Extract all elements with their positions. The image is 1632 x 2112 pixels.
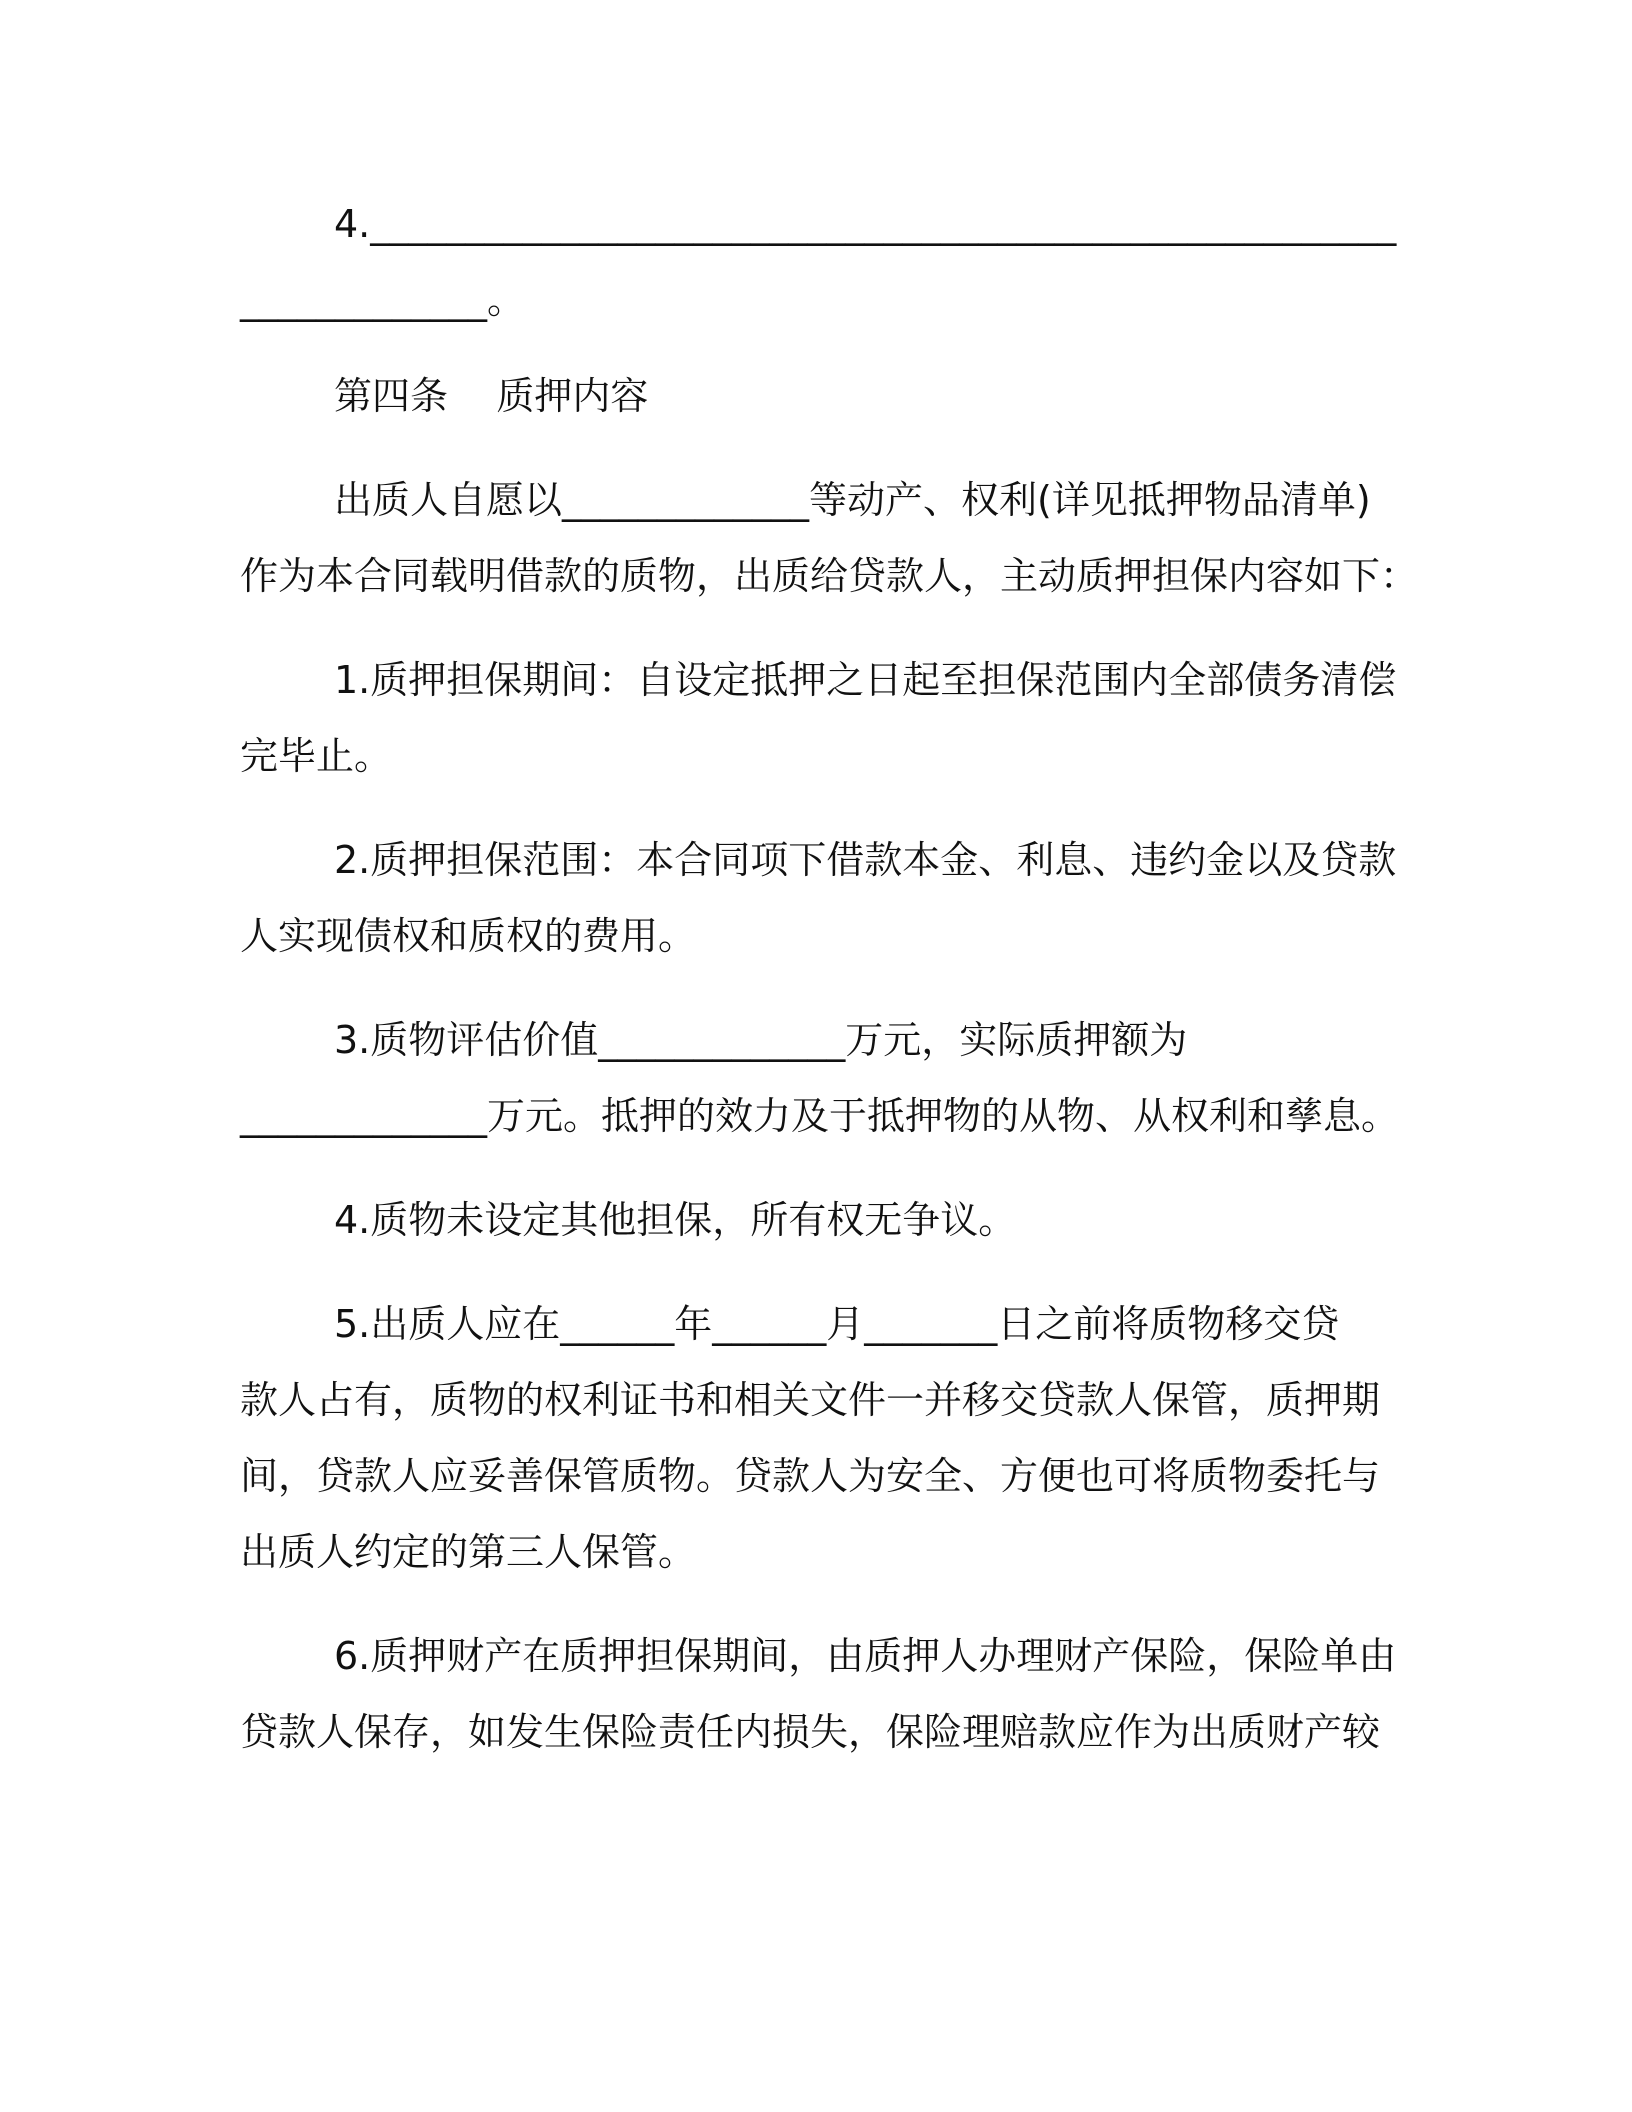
clause-4-line-1: 4.质物未设定其他担保，所有权无争议。 bbox=[334, 1198, 1017, 1242]
item-4-blank-line-1: 4.______________________________________________________ bbox=[334, 202, 1397, 246]
paragraph-pledge-intro-line-2: 作为本合同载明借款的质物，出质给贷款人，主动质押担保内容如下： bbox=[240, 554, 1419, 598]
clause-5-line-3: 间，贷款人应妥善保管质物。贷款人为安全、方便也可将质物委托与 bbox=[240, 1454, 1381, 1498]
clause-1-line-2: 完毕止。 bbox=[240, 734, 393, 778]
clause-2-line-2: 人实现债权和质权的费用。 bbox=[240, 914, 697, 958]
item-4-blank-line-2: _____________。 bbox=[240, 278, 526, 322]
clause-5-line-1: 5.出质人应在______年______月_______日之前将质物移交贷 bbox=[334, 1302, 1340, 1346]
clause-3-line-2: _____________万元。抵押的效力及于抵押物的从物、从权利和孳息。 bbox=[240, 1094, 1400, 1138]
clause-3-line-1: 3.质物评估价值_____________万元，实际质押额为 bbox=[334, 1018, 1188, 1062]
clause-5-line-4: 出质人约定的第三人保管。 bbox=[240, 1530, 697, 1574]
clause-6-line-2: 贷款人保存，如发生保险责任内损失，保险理赔款应作为出质财产较 bbox=[240, 1710, 1381, 1754]
clause-1-line-1: 1.质押担保期间：自设定抵押之日起至担保范围内全部债务清偿 bbox=[334, 658, 1397, 702]
section-heading-article-4: 第四条 质押内容 bbox=[334, 374, 649, 418]
clause-2-line-1: 2.质押担保范围：本合同项下借款本金、利息、违约金以及贷款 bbox=[334, 838, 1397, 882]
clause-5-line-2: 款人占有，质物的权利证书和相关文件一并移交贷款人保管，质押期 bbox=[240, 1378, 1381, 1422]
clause-6-line-1: 6.质押财产在质押担保期间，由质押人办理财产保险，保险单由 bbox=[334, 1634, 1397, 1678]
paragraph-pledge-intro-line-1: 出质人自愿以_____________等动产、权利(详见抵押物品清单) bbox=[334, 478, 1371, 522]
